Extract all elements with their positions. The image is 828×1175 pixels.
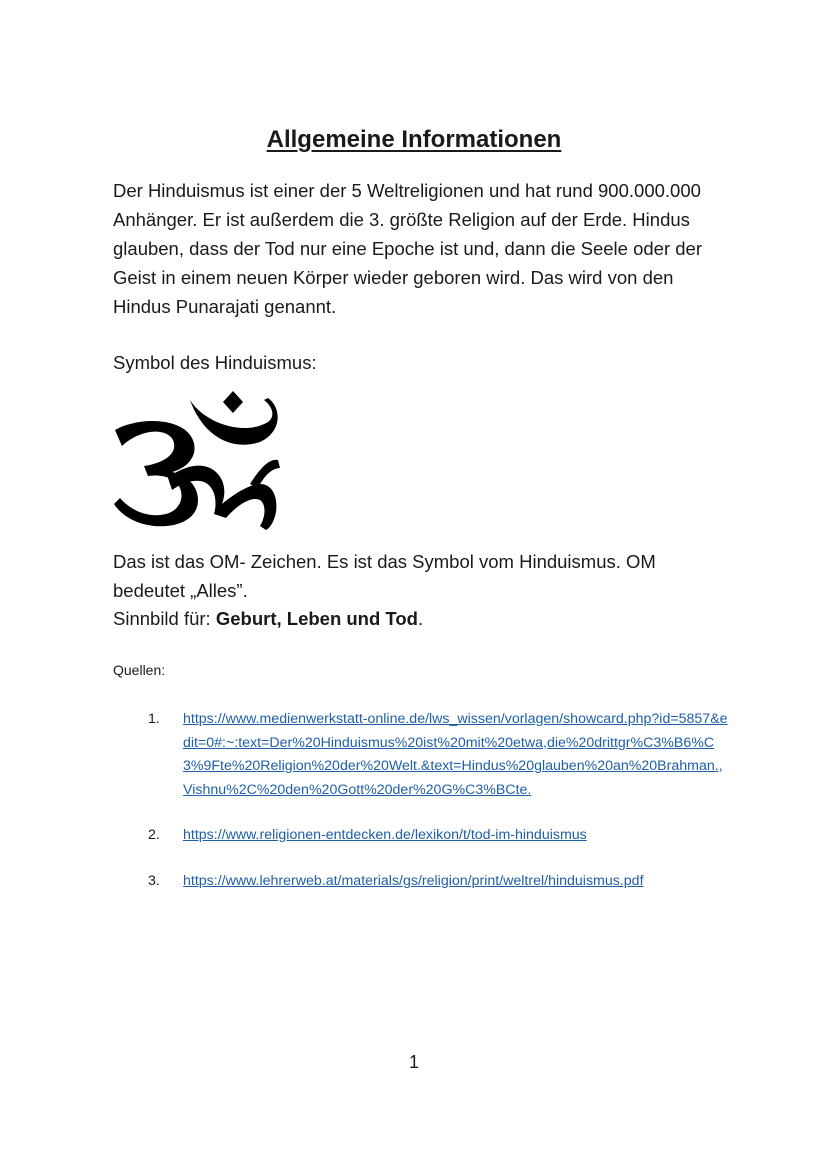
- sources-label: Quellen:: [113, 662, 166, 678]
- source-item: [148, 824, 728, 848]
- source-link[interactable]: https://www.lehrerweb.at/materials/gs/religion/print/weltrel/hinduismus.pdf: [183, 872, 644, 889]
- description-text: Das ist das OM- Zeichen. Es ist das Symbol vom Hinduismus. OM bedeutet „Alles”.: [113, 551, 656, 601]
- om-symbol-icon: [110, 388, 282, 533]
- source-link[interactable]: https://www.religionen-entdecken.de/lexikon/t/tod-im-hinduismus: [183, 827, 587, 843]
- source-item: [148, 870, 728, 894]
- page-title: Allgemeine Informationen: [266, 126, 562, 153]
- source-link[interactable]: https://www.medienwerkstatt-online.de/lws_wissen/vorlagen/showcard.php?id=5857&edit=0#:~:text=Der%20Hinduismus%20ist%20mit%20etwa,die%20drittgr%C3%B6%C3%9Fte%20Religion%20der%20Welt.&text=Hindus%20glauben%20an%20Brahman.,Vishnu%2C%20den%20Gott%20der%20G%C3%BCte.: [183, 711, 728, 798]
- description-summary: [113, 605, 713, 634]
- summary-bold: Geburt, Leben und Tod: [215, 608, 418, 629]
- symbol-description: [113, 548, 713, 634]
- intro-paragraph: Der Hinduismus ist einer der 5 Weltreligionen und hat rund 900.000.000 Anhänger. Er ist außerdem die 3. größte Religion auf der Erde. Hindus glauben, dass der Tod nur eine Epoche ist und, dann die Seele oder der Geist in einem neuen Körper wieder geboren wird. Das wird von den Hindus Punarajati genannt.: [113, 180, 703, 317]
- source-item: [148, 708, 728, 802]
- summary-prefix: Sinnbild für:: [113, 608, 216, 629]
- summary-suffix: .: [417, 608, 424, 629]
- page-number: 1: [408, 1052, 419, 1072]
- source-number: 1.: [148, 711, 160, 727]
- sources-list: [148, 708, 728, 915]
- source-number: 3.: [148, 872, 160, 889]
- symbol-heading: Symbol des Hinduismus:: [113, 352, 317, 373]
- source-number: 2.: [148, 827, 160, 843]
